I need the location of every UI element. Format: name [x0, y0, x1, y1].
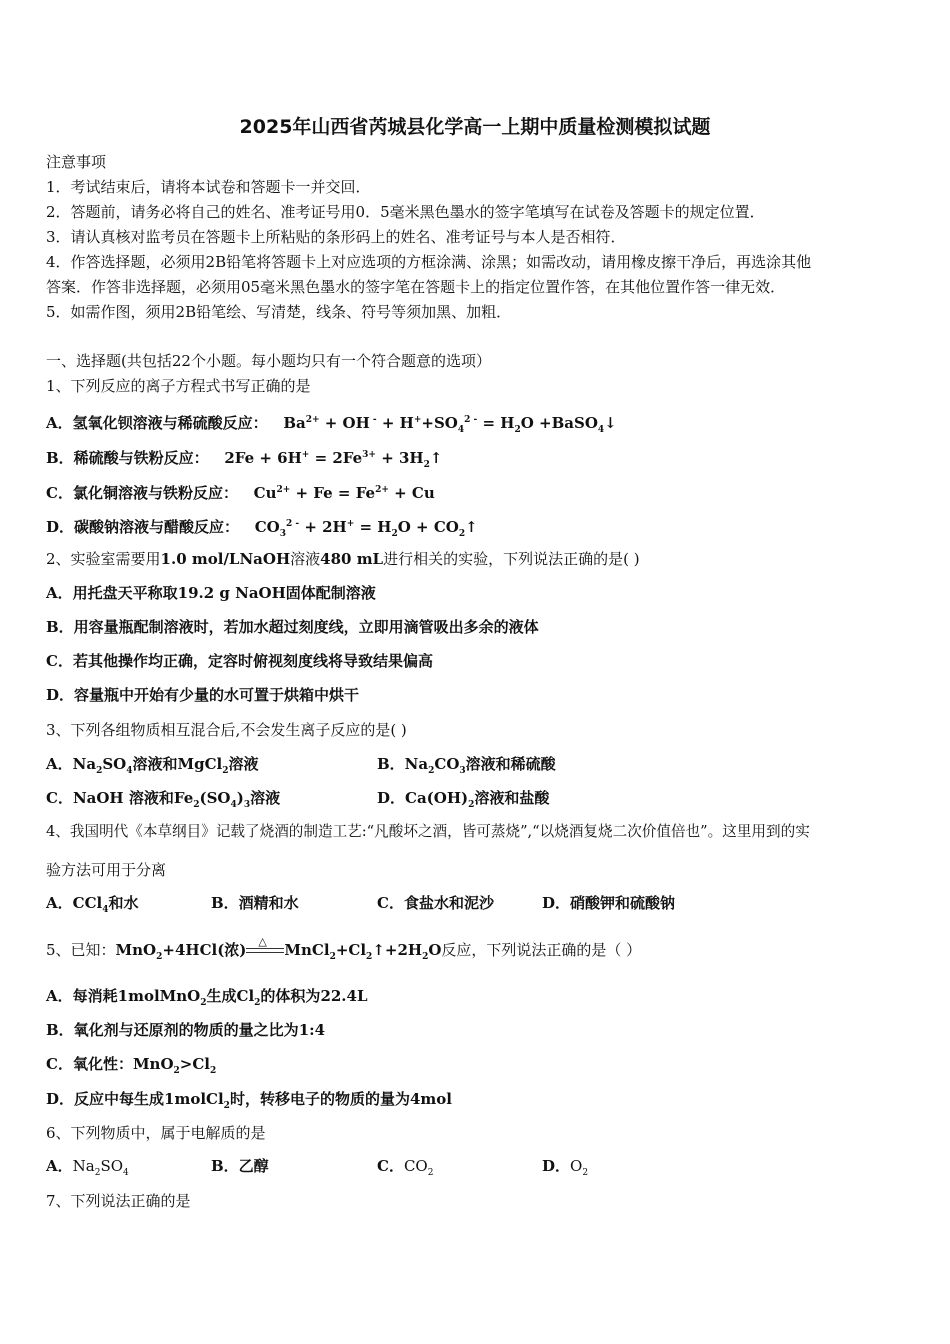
q6-stem: 6、下列物质中，属于电解质的是: [46, 1124, 266, 1142]
q2-stem: [46, 549, 640, 569]
notice-item-2: 2．答题前，请务必将自己的姓名、准考证号用0．5毫米黑色墨水的签字笔填写在试卷及答题卡的规定位置．: [46, 203, 765, 221]
q3-stem: 3、下列各组物质相互混合后,不会发生离子反应的是( ): [46, 721, 407, 739]
q4-option-a: A．CCl$_4$和水: [46, 894, 139, 915]
q3-a-text: 溶液和: [132, 755, 178, 773]
q3-option-d: D．$Ca(OH)_2$溶液和盐酸: [377, 789, 550, 810]
q2-stem-text2: 溶液: [290, 550, 321, 568]
q2-option-b: B．用容量瓶配制溶液时，若加水超过刻度线，立即用滴管吸出多余的液体: [46, 618, 539, 636]
q5-a-text2: 生成: [206, 987, 237, 1005]
q4-option-c: C．食盐水和泥沙: [377, 894, 494, 912]
q2-stem-text3: 进行相关的实验，下列说法正确的是( ): [383, 550, 640, 568]
q5-stem-text: 5、已知：: [46, 941, 116, 959]
q1-option-d: [46, 514, 478, 544]
q5-stem-text2: 反应，下列说法正确的是（ ）: [441, 941, 642, 959]
q6-option-a: A．$Na_2SO_4$: [46, 1157, 129, 1178]
q2-a-mass: 19.2 g NaOH: [177, 584, 286, 602]
q1-option-b: [46, 445, 442, 475]
q5-option-b: [46, 1020, 325, 1040]
q2-stem-text: 2、实验室需要用: [46, 550, 161, 568]
heat-condition-arrow: [246, 935, 284, 958]
q5-reactants: MnO$_2$+4HCl(浓): [115, 941, 247, 962]
notice-item-4-cont: 答案．作答非选择题，必须用05毫米黑色墨水的签字笔在答题卡上的指定位置作答，在其他位置作答一律无效．: [46, 278, 786, 296]
heat-icon: △: [258, 935, 267, 948]
q2-a-text2: 固体配制溶液: [285, 584, 376, 602]
q5-d-text: D．反应中每生成: [46, 1090, 165, 1108]
q1-c-label: C．氯化铜溶液与铁粉反应：: [46, 484, 238, 502]
q5-option-c: C．氧化性：$MnO_2>Cl_2$: [46, 1055, 217, 1076]
q5-d-amount: 4mol: [409, 1090, 452, 1108]
q3-b-text: 溶液和稀硫酸: [465, 755, 556, 773]
q1-option-c: [46, 480, 435, 503]
q2-stem-conc: 1.0 mol/LNaOH: [160, 550, 291, 568]
q2-option-a: [46, 583, 376, 603]
q4-stem-line2: 验方法可用于分离: [46, 861, 167, 879]
q3-option-c: C．NaOH 溶液和$Fe_2(SO_4)_3$溶液: [46, 789, 281, 810]
q5-option-a: A．每消耗1molMnO$_2$生成$Cl_2$的体积为22.4L: [46, 987, 368, 1008]
q5-stem: [46, 935, 642, 967]
q6-option-c: C．$CO_2$: [377, 1157, 434, 1178]
q1-d-label: D．碳酸钠溶液与醋酸反应：: [46, 518, 240, 536]
q1-d-equation: $CO_3^{2 -} + 2H^+ = H_2O$ + $CO_2↑$: [254, 518, 478, 539]
notice-item-4: 4．作答选择题，必须用2B铅笔将答题卡上对应选项的方框涂满、涂黑；如需改动，请用橡皮擦干净后，再选涂其他: [46, 253, 812, 271]
q4-option-b: B．酒精和水: [211, 894, 299, 912]
q1-b-equation: $2Fe + 6H^+ = 2Fe^{3+}$ + $3H_2↑$: [224, 449, 443, 470]
q3-d-text: 溶液和盐酸: [474, 789, 550, 807]
notice-heading: 注意事项: [46, 153, 107, 171]
q5-b-ratio: 1:4: [298, 1021, 326, 1039]
notice-item-5: 5．如需作图，须用2B铅笔绘、写清楚，线条、符号等须加黑、加粗．: [46, 303, 512, 321]
notice-item-3: 3．请认真核对监考员在答题卡上所粘贴的条形码上的姓名、准考证号与本人是否相符．: [46, 228, 626, 246]
q4-stem-line1: 4、我国明代《本草纲目》记载了烧酒的制造工艺:“凡酸坏之酒，皆可蒸烧”,“以烧酒复烧二次价值倍也”。这里用到的实: [46, 823, 810, 840]
page-title: 2025年山西省芮城县化学高一上期中质量检测模拟试题: [239, 116, 711, 138]
q3-c-text: 溶液和: [128, 789, 174, 807]
q7-stem: 7、下列说法正确的是: [46, 1192, 191, 1210]
notice-item-1: 1．考试结束后，请将本试卷和答题卡一并交回．: [46, 178, 371, 196]
q1-stem: 1、下列反应的离子方程式书写正确的是: [46, 377, 311, 395]
section-heading: 一、选择题(共包括22个小题。每小题均只有一个符合题意的选项）: [46, 352, 491, 370]
q5-option-d: D．反应中每生成1molCl$_2$时，转移电子的物质的量为4mol: [46, 1090, 452, 1111]
q1-a-label: A．氢氧化钡溶液与稀硫酸反应：: [46, 414, 268, 432]
q3-a-text2: 溶液: [228, 755, 259, 773]
q5-a-text: A．每消耗: [46, 987, 118, 1005]
q1-b-label: B．稀硫酸与铁粉反应：: [46, 449, 209, 467]
q5-products: $MnCl_2+Cl_2↑+2H_2O$: [284, 941, 442, 962]
q3-option-a: A．$Na_2SO_4$溶液和MgCl$_2$溶液: [46, 755, 259, 776]
q2-option-d: D．容量瓶中开始有少量的水可置于烘箱中烘干: [46, 686, 360, 704]
q1-a-equation: $Ba^{2+}$ + OH $^- + H^++SO_4^{2 -} = H_2O$ +BaSO$_4$↓: [283, 414, 617, 435]
q3-option-b: B．$Na_2CO_3$溶液和稀硫酸: [377, 755, 556, 776]
q3-c-text2: 溶液: [250, 789, 281, 807]
q2-option-c: C．若其他操作均正确，定容时俯视刻度线将导致结果偏高: [46, 652, 433, 670]
q2-stem-volume: 480 mL: [320, 550, 384, 568]
q1-c-equation: $Cu^{2+} + Fe = Fe^{2+} + Cu$: [253, 484, 435, 502]
q6-option-d: D．$O_2$: [542, 1157, 589, 1178]
q5-c-text: C．氧化性：: [46, 1055, 133, 1073]
q1-option-a: [46, 410, 617, 440]
q5-d-text2: 时，转移电子的物质的量为: [229, 1090, 410, 1108]
q5-a-text3: 的体积为: [260, 987, 321, 1005]
q6-option-b: B．乙醇: [211, 1157, 269, 1175]
q4-a-text: 和水: [108, 894, 139, 912]
q5-b-text: B．氧化剂与还原剂的物质的量之比为: [46, 1021, 299, 1039]
q4-option-d: D．硝酸钾和硫酸钠: [542, 894, 676, 912]
q2-a-text: A．用托盘天平称取: [46, 584, 178, 602]
